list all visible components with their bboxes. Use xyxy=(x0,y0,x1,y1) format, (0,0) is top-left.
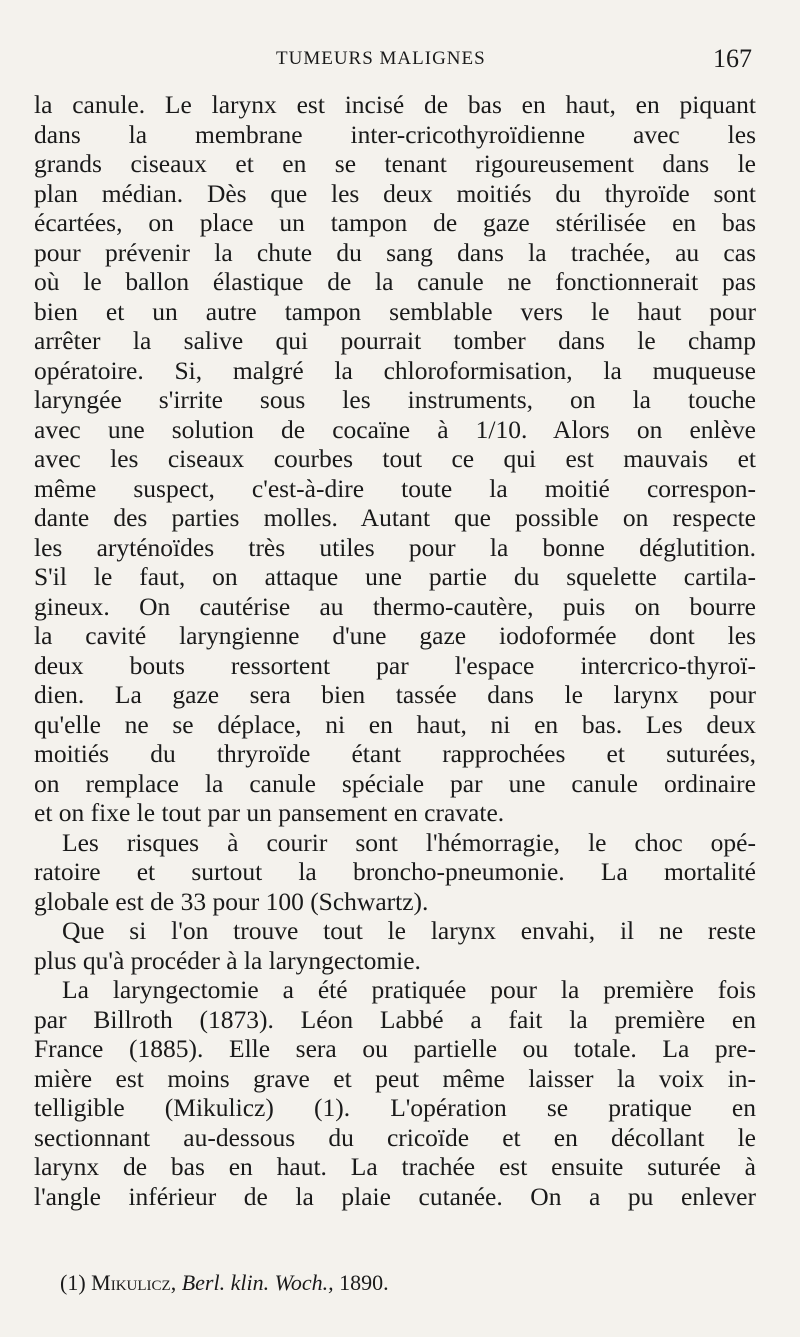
running-title: TUMEURS MALIGNES xyxy=(276,48,486,69)
text-line: dien. La gaze sera bien tassée dans le larynx pour xyxy=(34,680,756,709)
text-line: larynx de bas en haut. La trachée est ensuite suturée à xyxy=(34,1152,756,1181)
text-line: laryngée s'irrite sous les instruments, on la touche xyxy=(34,385,756,414)
text-line: mière est moins grave et peut même laisser la voix in- xyxy=(34,1063,756,1093)
text-line: arrêter la salive qui pourrait tomber dans le champ xyxy=(34,326,756,355)
page-header xyxy=(0,44,800,78)
text-line: par Billroth (1873). Léon Labbé a fait la première en xyxy=(34,1004,756,1034)
text-line: France (1885). Elle sera ou partielle ou totale. La pre- xyxy=(34,1034,756,1063)
footnote-marker: (1) xyxy=(60,1270,86,1295)
text-line: qu'elle ne se déplace, ni en haut, ni en bas. Les deux xyxy=(34,709,756,739)
text-line: Que si l'on trouve tout le larynx envahi, il ne reste xyxy=(62,916,756,945)
text-line: où le ballon élastique de la canule ne fonctionnerait pas xyxy=(34,267,756,296)
text-line: et on fixe le tout par un pansement en cravate. xyxy=(34,798,505,827)
page-number: 167 xyxy=(713,44,752,73)
text-line: même suspect, c'est-à-dire toute la moitié correspon- xyxy=(34,473,756,503)
text-line: dante des parties molles. Autant que possible on respecte xyxy=(34,503,756,532)
body-text xyxy=(34,90,756,1211)
text-line: plan médian. Dès que les deux moitiés du thyroïde sont xyxy=(34,178,756,208)
text-line: deux bouts ressortent par l'espace intercrico-thyroï- xyxy=(34,650,756,680)
text-line: ratoire et surtout la broncho-pneumonie. La mortalité xyxy=(34,857,756,886)
text-line: les aryténoïdes très utiles pour la bonne déglutition. xyxy=(34,532,756,562)
text-line: telligible (Mikulicz) (1). L'opération se pratique en xyxy=(34,1093,756,1122)
text-line: gineux. On cautérise au thermo-cautère, puis on bourre xyxy=(34,591,756,621)
text-line: dans la membrane inter-cricothyroïdienne avec les xyxy=(34,119,756,149)
text-line: la canule. Le larynx est incisé de bas en haut, en piquant xyxy=(34,90,756,119)
text-line: écartées, on place un tampon de gaze stérilisée en bas xyxy=(34,208,756,237)
text-line: plus qu'à procéder à la laryngectomie. xyxy=(34,945,421,975)
footnote xyxy=(60,1270,389,1296)
text-line: avec les ciseaux courbes tout ce qui est mauvais et xyxy=(34,444,756,473)
text-line: on remplace la canule spéciale par une canule ordinaire xyxy=(34,768,756,798)
text-line: bien et un autre tampon semblable vers le haut pour xyxy=(34,296,756,326)
footnote-journal: Berl. klin. Woch., xyxy=(181,1270,334,1295)
text-line: La laryngectomie a été pratiquée pour la première fois xyxy=(62,975,756,1004)
text-line: moitiés du thryroïde étant rapprochées et suturées, xyxy=(34,739,756,768)
text-line: la cavité laryngienne d'une gaze iodoformée dont les xyxy=(34,621,756,650)
text-line: l'angle inférieur de la plaie cutanée. On a pu enlever xyxy=(34,1181,756,1211)
text-line: S'il le faut, on attaque une partie du squelette cartila- xyxy=(34,562,756,591)
text-line: avec une solution de cocaïne à 1/10. Alors on enlève xyxy=(34,414,756,444)
footnote-year: 1890. xyxy=(339,1270,389,1295)
text-line: sectionnant au-dessous du cricoïde et en décollant le xyxy=(34,1122,756,1152)
footnote-author: Mikulicz, xyxy=(91,1270,177,1295)
text-line: pour prévenir la chute du sang dans la trachée, au cas xyxy=(34,237,756,267)
text-line: globale est de 33 pour 100 (Schwartz). xyxy=(34,886,429,916)
text-line: opératoire. Si, malgré la chloroformisation, la muqueuse xyxy=(34,355,756,385)
text-line: Les risques à courir sont l'hémorragie, le choc opé- xyxy=(62,827,756,857)
text-line: grands ciseaux et en se tenant rigoureusement dans le xyxy=(34,149,756,178)
